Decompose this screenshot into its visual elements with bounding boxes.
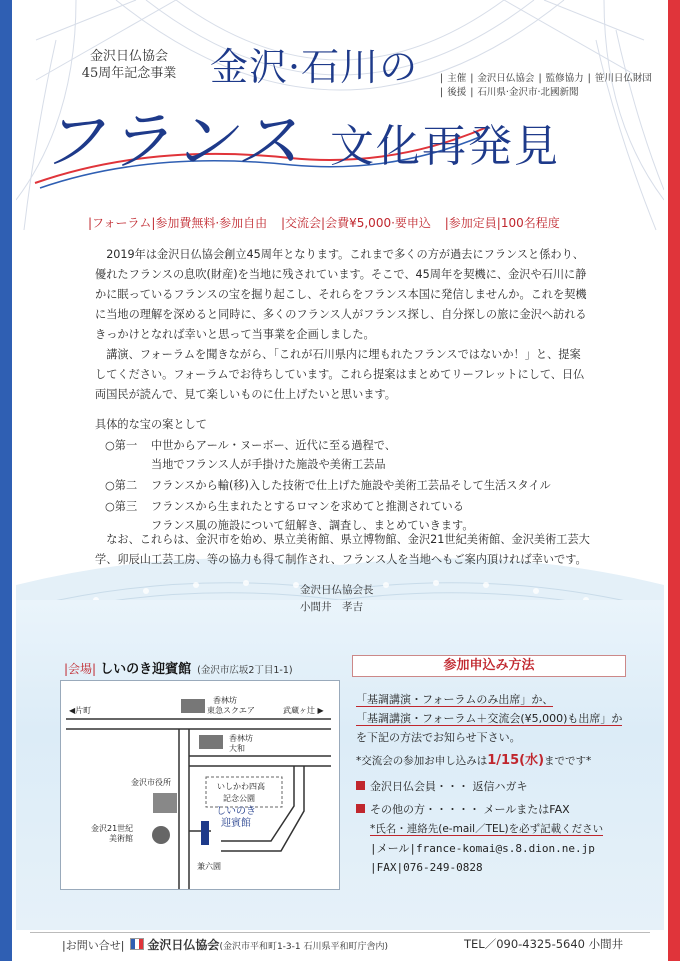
french-flag-icon bbox=[130, 938, 144, 950]
kenrokuen-label: 兼六園 bbox=[197, 862, 221, 871]
organizer-name: 金沢日仏協会 bbox=[477, 73, 535, 84]
proposal-label: ○第一 bbox=[105, 439, 138, 452]
proposal-line: フランスから輸(移)入した技術で仕上げた施設や美術工芸品そして生活スタイル bbox=[151, 479, 551, 492]
museum-label-1: 金沢21世紀 bbox=[91, 824, 134, 833]
footer-org: 金沢日仏協会 bbox=[147, 938, 220, 952]
inquiry-label: |お問い合せ| bbox=[62, 939, 125, 952]
anniversary-org: 金沢日仏協会 bbox=[89, 49, 168, 64]
daiwa-block bbox=[199, 735, 223, 749]
intro-paragraph: 講演、フォーラムを聞きながら、「これが石川県内に埋もれたフランスではないか！」と、提案してください。フォーラムでお待ちしています。これら提案はまとめてリーフレットにして、日仏両国民が読んで、見て楽しいものに仕上げたいと思います。 bbox=[95, 348, 585, 401]
bullet-square-icon bbox=[356, 781, 365, 790]
venue-map-label-2: 迎賓館 bbox=[221, 818, 251, 829]
signer-title: 金沢日仏協会長 bbox=[300, 584, 374, 596]
support-names: 石川県·金沢市·北國新聞 bbox=[477, 87, 579, 98]
deadline-prefix: *交流会の参加お申し込みは bbox=[356, 755, 488, 767]
sponsor-row-organizer: | 主催 | 金沢日仏協会 | 監修協力 | 笹川日仏財団 bbox=[440, 73, 652, 84]
supervisor-name: 笹川日仏財団 bbox=[594, 73, 652, 84]
sponsor-row-support: | 後援 | 石川県·金沢市·北國新聞 bbox=[440, 87, 579, 98]
apply-option-1: 「基調講演・フォーラムのみ出席」か、 bbox=[356, 693, 554, 706]
title-line1: 金沢·石川の bbox=[210, 45, 419, 89]
bullet-square-icon bbox=[356, 804, 365, 813]
intro-text bbox=[95, 245, 590, 405]
venue-map-box bbox=[60, 680, 340, 890]
organizer-label: 主催 bbox=[447, 73, 467, 84]
venue-address: (金沢市広坂2丁目1-1) bbox=[197, 665, 293, 676]
deadline-date: 1/15(水) bbox=[487, 753, 545, 768]
title-france: フランス bbox=[40, 105, 303, 179]
apply-notify: を下記の方法でお知らせ下さい。 bbox=[356, 731, 521, 744]
required-info-note: *氏名・連絡先(e-mail／TEL)を必ず記載ください bbox=[370, 823, 604, 835]
sponsor-block bbox=[440, 72, 665, 100]
city-hall-block bbox=[153, 793, 177, 813]
city-hall-label: 金沢市役所 bbox=[131, 778, 171, 787]
apply-heading: 参加申込み方法 bbox=[352, 655, 626, 677]
intro-paragraph: 2019年は金沢日仏協会創立45周年となります。これまで多くの方が過去にフランスと係わり、優れたフランスの息吹(財産)を当地に残されています。そこで、45周年を契機に、金沢や石川に静かに眠っているフランスの宝を掘り起こし、それらをフランス本国に発信しませんか。これを契機に当地の理解を深めると同時に、多くのフランス人がフランス探し、自分探しの旅に金沢へ訪れるきっかけとなれば幸いと思って当事業を企画しました。 bbox=[95, 248, 587, 341]
members-method: 金沢日仏会員・・・ 返信ハガキ bbox=[370, 780, 528, 793]
proposal-line: フランス風の施設について紐解き、調査し、まとめていきます。 bbox=[151, 519, 474, 532]
footer-divider bbox=[30, 932, 650, 933]
others-method: その他の方・・・・・ メールまたはFAX bbox=[370, 803, 570, 816]
signature-block bbox=[300, 582, 420, 616]
apply-option-2: 「基調講演・フォーラム＋交流会(¥5,000)も出席」か bbox=[356, 712, 623, 725]
proposal-item bbox=[95, 476, 595, 495]
park-label-2: 記念公園 bbox=[223, 794, 255, 803]
musashi-label: 武蔵ヶ辻 ▶ bbox=[283, 706, 324, 715]
venue-name: しいのき迎賓館 bbox=[100, 662, 192, 677]
proposal-item bbox=[95, 436, 595, 474]
proposal-list bbox=[95, 415, 595, 535]
venue-map bbox=[61, 681, 339, 889]
anniversary-label bbox=[64, 48, 194, 82]
venue-map-label-1: しいのき bbox=[216, 806, 256, 817]
forum-info: |フォーラム|参加費無料·参加自由 bbox=[88, 216, 268, 230]
proposal-label: ○第二 bbox=[105, 479, 138, 492]
capacity-info: |参加定員|100名程度 bbox=[444, 216, 560, 230]
footer-address: (金沢市平和町1-3-1 石川県平和町庁舎内) bbox=[219, 942, 388, 952]
tokyu-label-1: 香林坊 bbox=[213, 696, 237, 705]
signer-name: 小間井 孝吉 bbox=[300, 601, 363, 613]
anniversary-event: 45周年記念事業 bbox=[81, 66, 177, 81]
supervisor-label: 監修協力 bbox=[545, 73, 584, 84]
proposal-line: 中世からアール・ヌーボー、近代に至る過程で、 bbox=[151, 439, 396, 452]
event-info-line bbox=[88, 214, 648, 231]
support-label: 後援 bbox=[447, 87, 467, 98]
contact-email[interactable]: |メール|france-komai@s.8.dion.ne.jp bbox=[370, 842, 595, 855]
apply-instructions bbox=[356, 690, 656, 877]
park-label-1: いしかわ四高 bbox=[217, 782, 265, 791]
proposal-line: フランスから生まれたとするロマンを求めてと推測されている bbox=[151, 500, 464, 513]
museum-marker bbox=[152, 826, 170, 844]
closing-paragraph: なお、これらは、金沢市を始め、県立美術館、県立博物館、金沢21世紀美術館、金沢美術工芸大学、卯辰山工芸工房、等の協力も得て制作され、フランス人を当地へもご案内頂ければ幸いです。 bbox=[95, 533, 590, 566]
footer bbox=[62, 936, 662, 953]
tokyu-square-block bbox=[181, 699, 205, 713]
blue-side-band bbox=[0, 0, 12, 961]
proposal-label: ○第三 bbox=[105, 500, 138, 513]
red-side-band bbox=[668, 0, 680, 961]
tokyu-label-2: 東急スクエア bbox=[207, 706, 255, 715]
contact-fax: |FAX|076-249-0828 bbox=[370, 861, 483, 874]
katamachi-label: ◀片町 bbox=[69, 706, 92, 715]
deadline-suffix: までです* bbox=[544, 755, 592, 767]
venue-label: |会場| bbox=[64, 662, 97, 676]
venue-heading bbox=[64, 658, 293, 677]
venue-marker bbox=[201, 821, 209, 845]
proposal-line: 当地でフランス人が手掛けた施設や美術工芸品 bbox=[151, 458, 386, 471]
daiwa-label-1: 香林坊 bbox=[229, 734, 253, 743]
reception-info: |交流会|会費¥5,000·要申込 bbox=[281, 216, 431, 230]
museum-label-2: 美術館 bbox=[109, 834, 133, 843]
footer-tel: TEL／090-4325-5640 小間井 bbox=[464, 937, 624, 951]
daiwa-label-2: 大和 bbox=[229, 744, 245, 753]
proposal-intro: 具体的な宝の案として bbox=[95, 418, 207, 431]
title-culture: 文化再発見 bbox=[330, 121, 560, 172]
